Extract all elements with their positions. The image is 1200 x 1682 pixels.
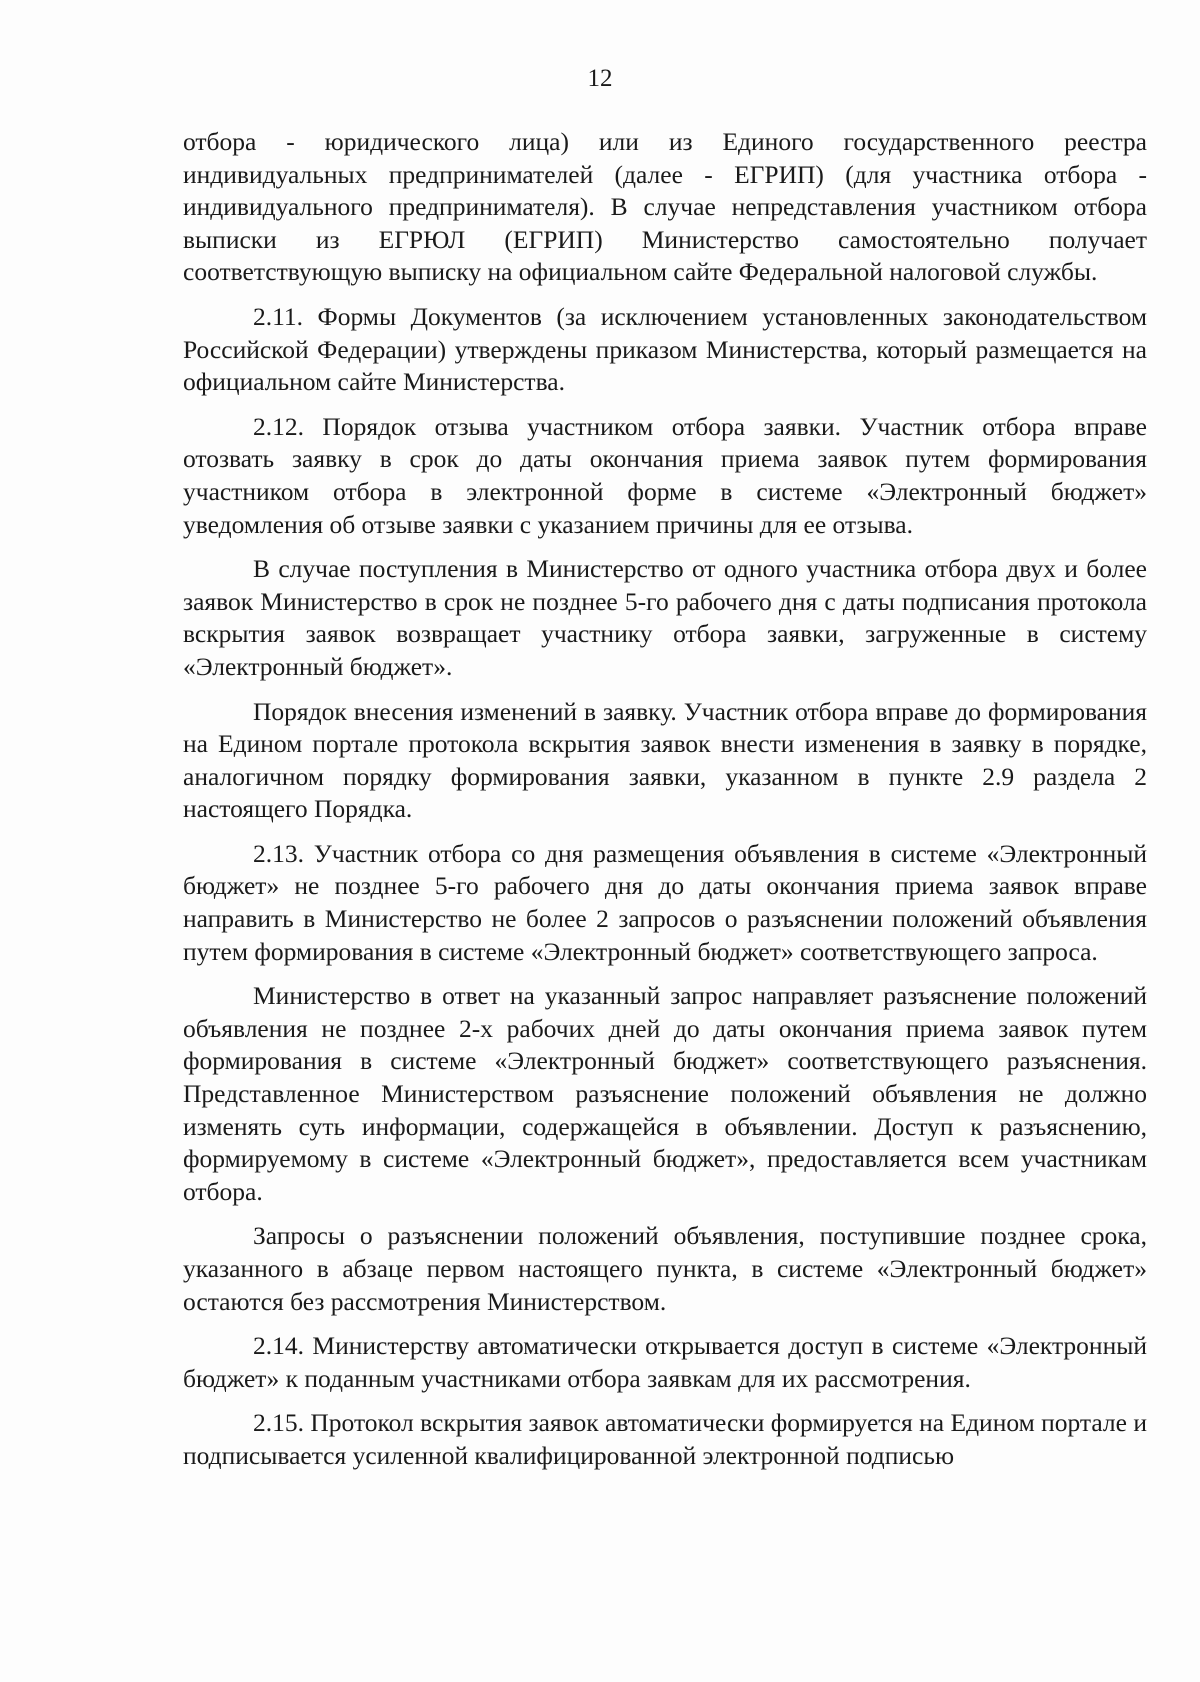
paragraph-duplicate-applications: В случае поступления в Министерство от одного участника отбора двух и более заявок Министерство в срок не позднее 5-го рабочего дня с даты подписания протокола вскрытия заявок возвращает участнику отбора заявки, загруженные в систему «Электронный бюджет». (183, 554, 1147, 681)
paragraph-continuation: отбора - юридического лица) или из Единого государственного реестра индивидуальных предпринимателей (далее - ЕГРИП) (для участника отбора - индивидуального предпринимателя). В случае непредставления участником отбора выписки из ЕГРЮЛ (ЕГРИП) Министерство самостоятельно получает соответствующую выписку на официальном сайте Федеральной налоговой службы. (183, 127, 1147, 287)
paragraph-2-12: 2.12. Порядок отзыва участником отбора заявки. Участник отбора вправе отозвать заявку в срок до даты окончания приема заявок путем формирования участником отбора в электронной форме в системе «Электронный бюджет» уведомления об отзыве заявки с указанием причины для ее отзыва. (183, 411, 1147, 539)
paragraph-2-15: 2.15. Протокол вскрытия заявок автоматически формируется на Едином портале и подписывается усиленной квалифицированной электронной подписью (183, 1408, 1147, 1470)
paragraph-2-13: 2.13. Участник отбора со дня размещения объявления в системе «Электронный бюджет» не позднее 5-го рабочего дня до даты окончания приема заявок вправе направить в Министерство не более 2 запросов о разъяснении положений объявления путем формирования в системе «Электронный бюджет» соответствующего запроса. (183, 838, 1147, 966)
paragraph-late-requests: Запросы о разъяснении положений объявления, поступившие позднее срока, указанного в абзаце первом настоящего пункта, в системе «Электронный бюджет» остаются без рассмотрения Министерством. (183, 1221, 1147, 1316)
page-number: 12 (587, 65, 613, 92)
paragraph-2-14: 2.14. Министерству автоматически открывается доступ в системе «Электронный бюджет» к поданным участниками отбора заявкам для их рассмотрения. (183, 1331, 1147, 1393)
paragraph-2-11: 2.11. Формы Документов (за исключением установленных законодательством Российской Федерации) утверждены приказом Министерства, который размещается на официальном сайте Министерства. (183, 301, 1147, 397)
paragraph-amendment-procedure: Порядок внесения изменений в заявку. Участник отбора вправе до формирования на Едином портале протокола вскрытия заявок внести изменения в заявку в порядке, аналогичном порядку формирования заявки, указанном в пункте 2.9 раздела 2 настоящего Порядка. (183, 696, 1147, 824)
paragraph-ministry-clarification: Министерство в ответ на указанный запрос направляет разъяснение положений объявления не позднее 2-х рабочих дней до даты окончания приема заявок путем формирования в системе «Электронный бюджет» соответствующего разъяснения. Представленное Министерством разъяснение положений объявления не должно изменять суть информации, содержащейся в объявлении. Доступ к разъяснению, формируемому в системе «Электронный бюджет», предоставляется всем участникам отбора. (183, 981, 1147, 1206)
document-body (183, 126, 1147, 1473)
